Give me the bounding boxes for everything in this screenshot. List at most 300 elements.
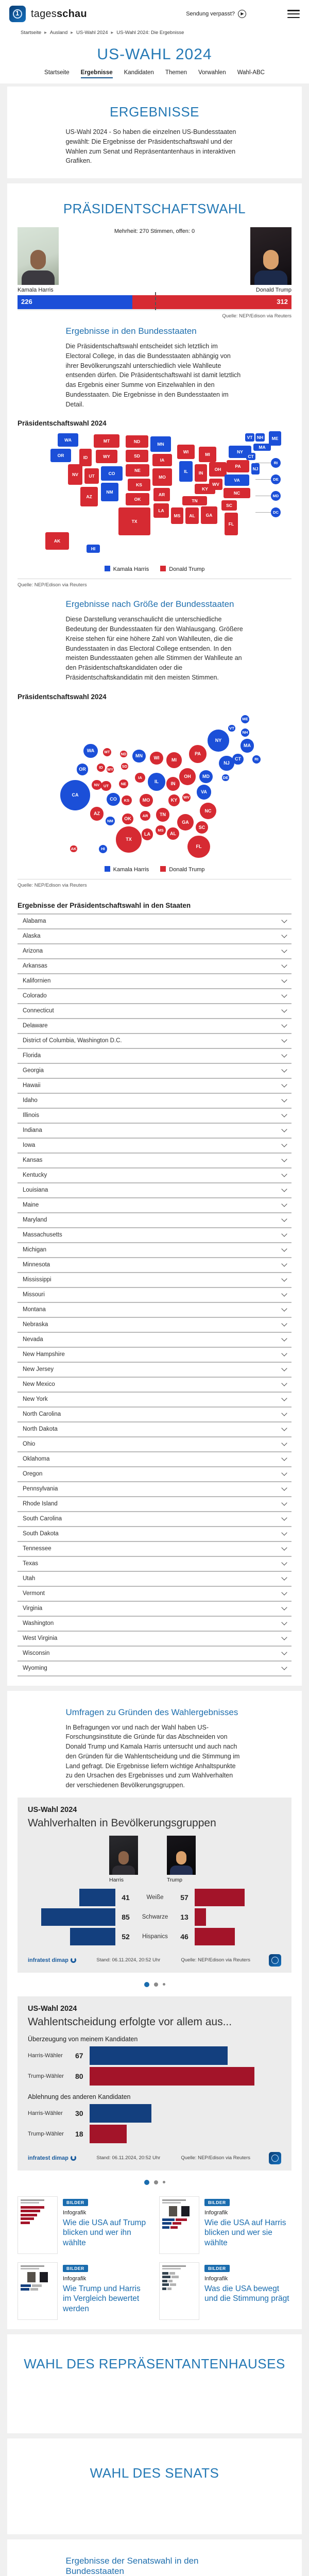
chevron-down-icon xyxy=(281,1395,287,1401)
value-label: 30 xyxy=(75,2109,83,2117)
state-IL[interactable]: IL xyxy=(179,461,193,482)
electoral-college-chart xyxy=(18,227,291,304)
state-OH[interactable]: OH xyxy=(209,462,227,477)
state-KY[interactable]: KY xyxy=(195,484,215,494)
bubble-state-OR[interactable]: OR xyxy=(77,764,89,775)
breadcrumb-item[interactable]: US-Wahl 2024: Die Ergebnisse xyxy=(116,30,184,36)
state-name: New Hampshire xyxy=(23,1351,65,1358)
state-accordion-row[interactable] xyxy=(18,914,291,929)
tab-startseite[interactable]: Startseite xyxy=(44,70,70,76)
state-accordion-row[interactable] xyxy=(18,1452,291,1467)
state-name: Arizona xyxy=(23,948,43,954)
bubble-state-WV[interactable]: WV xyxy=(182,793,191,802)
state-AR[interactable]: AR xyxy=(153,488,170,501)
state-accordion-row[interactable] xyxy=(18,1333,291,1348)
state-accordion-row[interactable] xyxy=(18,1034,291,1049)
majority-marker xyxy=(155,292,156,310)
state-NH[interactable]: NH xyxy=(255,433,265,442)
teaser-kicker: Infografik xyxy=(63,2209,87,2216)
state-MI[interactable]: MI xyxy=(199,447,216,462)
harris-name: Kamala Harris xyxy=(18,287,54,293)
category-label: Schwarze xyxy=(142,1913,168,1920)
bubble-state-AL[interactable]: AL xyxy=(167,827,179,840)
chevron-down-icon xyxy=(281,1619,287,1625)
chevron-down-icon xyxy=(281,1276,287,1281)
breadcrumb-item[interactable]: Startseite xyxy=(21,30,42,36)
chevron-down-icon xyxy=(281,932,287,938)
state-WY[interactable]: WY xyxy=(96,450,117,463)
state-accordion-row[interactable] xyxy=(18,1602,291,1617)
state-accordion-row[interactable] xyxy=(18,1542,291,1557)
bubble-state-ID[interactable]: ID xyxy=(97,764,105,772)
trump-color-swatch xyxy=(160,566,166,571)
category-label: Hispanics xyxy=(142,1933,168,1940)
state-IN[interactable]: IN xyxy=(195,464,207,482)
bubble-state-MT[interactable]: MT xyxy=(103,748,111,756)
state-TX[interactable]: TX xyxy=(118,507,150,535)
state-RI[interactable]: RI xyxy=(271,458,281,468)
bubble-state-NV[interactable]: NV xyxy=(92,780,102,790)
state-accordion-row[interactable] xyxy=(18,1139,291,1154)
teaser-title[interactable]: Wie Trump und Harris im Vergleich bewertet werden xyxy=(63,2284,141,2313)
bubble-state-AK[interactable]: AK xyxy=(70,845,77,853)
carousel-dot[interactable] xyxy=(154,2180,158,2184)
teaser-meta xyxy=(63,2262,150,2320)
trump-name: Donald Trump xyxy=(255,287,291,293)
legend-harris: Kamala Harris xyxy=(105,565,149,572)
state-accordion-row[interactable] xyxy=(18,1198,291,1213)
state-IA[interactable]: IA xyxy=(152,454,172,466)
state-accordion-row[interactable] xyxy=(18,989,291,1004)
chevron-down-icon xyxy=(281,1410,287,1416)
state-accordion-row[interactable] xyxy=(18,1363,291,1378)
carousel-dot[interactable] xyxy=(163,1983,165,1986)
chevron-down-icon xyxy=(281,1380,287,1386)
bilder-badge: BILDER xyxy=(204,2199,230,2206)
infographic-wahlentscheidung xyxy=(18,1996,291,2171)
carousel-dot-active[interactable] xyxy=(144,1982,149,1987)
carousel-dots xyxy=(18,2174,291,2187)
teaser-title[interactable]: Wie die USA auf Trump blicken und wer ihn wählte xyxy=(63,2218,146,2247)
bilder-badge: BILDER xyxy=(63,2199,88,2206)
state-name: Connecticut xyxy=(23,1008,54,1014)
trump-value: 57 xyxy=(180,1893,188,1902)
state-NC[interactable]: NC xyxy=(224,488,250,498)
chevron-down-icon xyxy=(281,1306,287,1311)
state-name: Delaware xyxy=(23,1023,48,1029)
state-name: North Carolina xyxy=(23,1411,61,1417)
state-MT[interactable]: MT xyxy=(94,434,119,448)
state-KS[interactable]: KS xyxy=(128,479,150,491)
state-accordion-row[interactable] xyxy=(18,1273,291,1288)
voter-group-label: Trump-Wähler xyxy=(28,2073,64,2079)
ergebnisse-heading: ERGEBNISSE xyxy=(109,104,200,120)
brand-wordmark[interactable]: tagesschau xyxy=(31,8,87,20)
bubble-state-IA[interactable]: IA xyxy=(135,773,145,783)
bubble-state-WA[interactable]: WA xyxy=(83,744,98,758)
state-DE[interactable]: DE xyxy=(271,474,281,484)
chevron-down-icon xyxy=(281,1440,287,1446)
state-accordion-row[interactable] xyxy=(18,1124,291,1139)
chevron-down-icon xyxy=(281,992,287,997)
state-WA[interactable]: WA xyxy=(58,433,78,447)
callout-line xyxy=(255,512,271,513)
bubble-state-NY[interactable]: NY xyxy=(208,730,229,751)
trump-photo xyxy=(250,227,291,285)
state-accordion-row[interactable] xyxy=(18,1408,291,1422)
harris-thumb xyxy=(109,1836,138,1883)
bubble-state-CA[interactable]: CA xyxy=(60,780,91,810)
state-MO[interactable]: MO xyxy=(152,468,172,486)
bubble-state-KS[interactable]: KS xyxy=(122,795,132,806)
state-name: Nebraska xyxy=(23,1321,48,1328)
teaser-thumbnail xyxy=(18,2262,58,2320)
state-NE[interactable]: NE xyxy=(126,464,149,477)
state-name: Idaho xyxy=(23,1097,38,1104)
breadcrumb-item[interactable]: Ausland xyxy=(49,30,68,36)
carousel-dot[interactable] xyxy=(163,2181,165,2183)
ard-logo xyxy=(269,1954,281,1967)
state-NY[interactable]: NY xyxy=(229,446,251,458)
state-accordion-row[interactable] xyxy=(18,959,291,974)
state-WI[interactable]: WI xyxy=(177,445,195,459)
decision-group-label: Überzeugung von meinem Kandidaten xyxy=(28,2035,138,2043)
section-tabs xyxy=(0,70,309,83)
state-UT[interactable]: UT xyxy=(84,468,99,484)
infographic-kicker: US-Wahl 2024 xyxy=(28,1805,77,1814)
teaser-kicker: Infografik xyxy=(204,2275,228,2282)
state-accordion-row[interactable] xyxy=(18,1049,291,1064)
state-accordion-row[interactable] xyxy=(18,1617,291,1632)
bubble-state-PA[interactable]: PA xyxy=(189,745,207,763)
chevron-down-icon xyxy=(281,1485,287,1490)
state-DC[interactable]: DC xyxy=(271,507,281,517)
teaser-title[interactable]: Was die USA bewegt und die Stimmung prägt xyxy=(204,2284,289,2303)
value-bar xyxy=(90,2067,254,2086)
tab-kandidaten[interactable]: Kandidaten xyxy=(124,70,154,76)
chevron-down-icon xyxy=(281,917,287,923)
state-accordion-row[interactable] xyxy=(18,1572,291,1587)
tagesschau-logo[interactable] xyxy=(9,6,26,22)
state-CO[interactable]: CO xyxy=(101,466,123,481)
state-AL[interactable]: AL xyxy=(185,507,199,524)
state-accordion-row[interactable] xyxy=(18,1079,291,1094)
bubble-state-SC[interactable]: SC xyxy=(196,821,208,834)
state-name: Maryland xyxy=(23,1217,47,1223)
bubble-state-MN[interactable]: MN xyxy=(132,750,145,762)
value-label: 67 xyxy=(75,2051,83,2060)
carousel-dot[interactable] xyxy=(154,1982,158,1987)
state-AZ[interactable]: AZ xyxy=(80,487,98,506)
state-MS[interactable]: MS xyxy=(171,507,183,524)
infratest-dimap-logo: infratest dimap xyxy=(28,2155,76,2161)
bubble-map-legend xyxy=(18,860,291,875)
state-TN[interactable]: TN xyxy=(182,496,207,505)
map-label: Präsidentschaftswahl 2024 xyxy=(18,419,107,428)
bubble-state-MO[interactable]: MO xyxy=(140,794,152,807)
value-bar xyxy=(90,2046,228,2065)
bubble-state-MI[interactable]: MI xyxy=(166,752,182,768)
state-ND[interactable]: ND xyxy=(126,435,148,448)
state-accordion-row[interactable] xyxy=(18,1318,291,1333)
teaser-card[interactable] xyxy=(159,2262,291,2320)
breadcrumb-separator: ▸ xyxy=(111,30,114,36)
category-label: Weiße xyxy=(146,1894,164,1901)
callout-line xyxy=(255,479,271,480)
teaser-meta xyxy=(63,2196,150,2254)
harris-value: 85 xyxy=(122,1912,130,1921)
umfragen-subheading: Umfragen zu Gründen des Wahlergebnisses xyxy=(65,1707,238,1717)
state-name: Texas xyxy=(23,1561,39,1567)
state-accordion-row[interactable] xyxy=(18,1632,291,1647)
state-accordion-row[interactable] xyxy=(18,1288,291,1303)
state-NV[interactable]: NV xyxy=(68,464,82,485)
bubble-state-OH[interactable]: OH xyxy=(179,768,196,785)
state-accordion-row[interactable] xyxy=(18,1587,291,1602)
state-name: Maine xyxy=(23,1202,39,1208)
state-accordion-row[interactable] xyxy=(18,1662,291,1676)
teaser-title[interactable]: Wie die USA auf Harris blicken und wer sie wählte xyxy=(204,2218,286,2247)
state-MA[interactable]: MA xyxy=(253,444,271,451)
tab-wahlabc[interactable]: Wahl-ABC xyxy=(237,70,265,76)
source-note: Quelle: NEP/Edison via Reuters xyxy=(18,310,291,319)
harris-mini-photo xyxy=(169,2206,177,2216)
state-name: New York xyxy=(23,1396,48,1402)
state-HI[interactable]: HI xyxy=(87,545,100,553)
bubble-state-ND[interactable]: ND xyxy=(120,751,127,758)
bubble-map-label: Präsidentschaftswahl 2024 xyxy=(18,692,107,701)
chevron-down-icon xyxy=(281,1365,287,1371)
bubble-state-VT[interactable]: VT xyxy=(228,725,235,732)
bubble-state-NJ[interactable]: NJ xyxy=(219,756,234,771)
state-name: Colorado xyxy=(23,993,47,999)
bubble-state-GA[interactable]: GA xyxy=(177,814,194,831)
senat-card xyxy=(7,2438,302,2534)
chevron-down-icon xyxy=(281,1141,287,1147)
state-accordion-row[interactable] xyxy=(18,1393,291,1408)
bubble-state-FL[interactable]: FL xyxy=(187,836,210,858)
state-accordion-row[interactable] xyxy=(18,1647,291,1662)
teaser-meta xyxy=(204,2196,291,2254)
breadcrumb xyxy=(0,28,309,41)
state-accordion-row[interactable] xyxy=(18,1019,291,1034)
teaser-card[interactable] xyxy=(159,2196,291,2254)
state-accordion-row[interactable] xyxy=(18,1467,291,1482)
state-OK[interactable]: OK xyxy=(126,493,149,505)
tab-themen[interactable]: Themen xyxy=(165,70,187,76)
repraesentantenhaus-card xyxy=(7,2334,302,2433)
state-accordion-row[interactable] xyxy=(18,1527,291,1542)
bubble-state-NM[interactable]: NM xyxy=(106,817,115,826)
carousel-dot-active[interactable] xyxy=(144,2180,149,2185)
state-LA[interactable]: LA xyxy=(153,503,169,518)
state-SD[interactable]: SD xyxy=(126,450,148,462)
majority-label: Mehrheit: 270 Stimmen, offen: 0 xyxy=(114,228,195,234)
state-accordion-row[interactable] xyxy=(18,1437,291,1452)
state-name: South Carolina xyxy=(23,1516,62,1522)
stand-timestamp: Stand: 06.11.2024, 20:52 Uhr xyxy=(96,1957,161,1963)
value-label: 18 xyxy=(75,2129,83,2138)
size-text: Diese Darstellung veranschaulicht die unterschiedliche Bedeutung der Bundesstaaten für den Wahlausgang. Größere Kreise stehen für eine höhere Zahl von Wahlleuten, die die Bundesstaaten in das Electoral College entsenden. In den meisten Bundesstaaten gehen alle Stimmen der Wahlleute an den Präsidentschaftskandidaten oder die Präsidentschaftskandidatin mit den meisten Stimmen. xyxy=(65,616,243,681)
state-name: Nevada xyxy=(23,1336,43,1343)
chevron-down-icon xyxy=(281,1649,287,1655)
state-accordion-row[interactable] xyxy=(18,1557,291,1572)
trump-value: 46 xyxy=(180,1932,188,1941)
state-accordion-row[interactable] xyxy=(18,1303,291,1318)
chevron-down-icon xyxy=(281,1545,287,1550)
state-accordion-row[interactable] xyxy=(18,1243,291,1258)
state-name: Iowa xyxy=(23,1142,36,1148)
state-accordion-row[interactable] xyxy=(18,1497,291,1512)
bubble-state-WI[interactable]: WI xyxy=(150,752,163,765)
state-accordion-row[interactable] xyxy=(18,1168,291,1183)
state-AK[interactable]: AK xyxy=(45,532,69,550)
state-FL[interactable]: FL xyxy=(225,513,238,535)
state-MN[interactable]: MN xyxy=(150,436,171,452)
breadcrumb-separator: ▸ xyxy=(71,30,74,36)
bubble-state-KY[interactable]: KY xyxy=(168,794,180,806)
sendung-verpasst-link[interactable] xyxy=(186,10,246,18)
harris-bar-segment xyxy=(18,295,132,309)
bubble-state-HI[interactable]: HI xyxy=(99,845,107,853)
ard-logo xyxy=(269,2152,281,2164)
state-accordion-row[interactable] xyxy=(18,1482,291,1497)
state-name: Tennessee xyxy=(23,1546,52,1552)
state-name: Alabama xyxy=(23,918,46,924)
state-WV[interactable]: WV xyxy=(209,479,222,490)
bubble-state-CO[interactable]: CO xyxy=(107,793,119,806)
state-accordion-row[interactable] xyxy=(18,944,291,959)
state-ME[interactable]: ME xyxy=(269,431,281,446)
chevron-down-icon xyxy=(281,1560,287,1565)
chevron-down-icon xyxy=(281,1350,287,1356)
state-name: Washington xyxy=(23,1620,54,1626)
value-bar xyxy=(90,2125,127,2143)
state-CT[interactable]: CT xyxy=(246,453,255,460)
state-SC[interactable]: SC xyxy=(221,500,237,511)
bubble-state-TX[interactable]: TX xyxy=(116,826,142,853)
teaser-photos xyxy=(162,2206,196,2216)
size-subheading: Ergebnisse nach Größe der Bundesstaaten xyxy=(65,599,234,609)
harris-color-swatch xyxy=(105,566,110,571)
bubble-state-NC[interactable]: NC xyxy=(200,803,216,819)
source-note: Quelle: NEP/Edison via Reuters xyxy=(181,2155,250,2161)
state-accordion-row[interactable] xyxy=(18,1422,291,1437)
state-accordion-row[interactable] xyxy=(18,1348,291,1363)
teaser-meta xyxy=(204,2262,291,2320)
bubble-state-IL[interactable]: IL xyxy=(148,773,166,791)
state-name: Florida xyxy=(23,1053,41,1059)
state-name: Oregon xyxy=(23,1471,43,1477)
state-accordion-row[interactable] xyxy=(18,1213,291,1228)
state-accordion-row[interactable] xyxy=(18,1378,291,1393)
state-name: Kentucky xyxy=(23,1172,47,1178)
state-name: Ohio xyxy=(23,1441,36,1447)
state-accordion-row[interactable] xyxy=(18,1109,291,1124)
bubble-state-NH[interactable]: NH xyxy=(241,728,249,737)
chevron-down-icon xyxy=(281,1066,287,1072)
state-accordion-row[interactable] xyxy=(18,1064,291,1079)
bubble-state-ME[interactable]: ME xyxy=(241,715,249,723)
chevron-down-icon xyxy=(281,1335,287,1341)
trump-color-swatch xyxy=(160,866,166,872)
teaser-card[interactable] xyxy=(18,2262,150,2320)
teaser-photos xyxy=(21,2272,55,2282)
harris-electoral-votes: 226 xyxy=(21,298,32,306)
state-accordion-row[interactable] xyxy=(18,1258,291,1273)
state-accordion-row[interactable] xyxy=(18,929,291,944)
breadcrumb-item[interactable]: US-Wahl 2024 xyxy=(76,30,108,36)
source-note: Quelle: NEP/Edison via Reuters xyxy=(18,579,291,588)
infographic-kicker: US-Wahl 2024 xyxy=(28,2004,77,2013)
tab-ergebnisse[interactable]: Ergebnisse xyxy=(81,70,113,78)
source-note: Quelle: NEP/Edison via Reuters xyxy=(18,879,291,888)
bubble-state-WY[interactable]: WY xyxy=(107,766,114,773)
tab-vorwahlen[interactable]: Vorwahlen xyxy=(198,70,226,76)
state-accordion-row[interactable] xyxy=(18,1512,291,1527)
bubble-state-MD[interactable]: MD xyxy=(199,770,212,783)
state-name: Indiana xyxy=(23,1127,42,1133)
value-bar xyxy=(90,2104,151,2123)
bubble-state-LA[interactable]: LA xyxy=(142,828,153,840)
chevron-down-icon xyxy=(281,1455,287,1461)
bubble-state-RI[interactable]: RI xyxy=(252,755,261,764)
state-name: West Virginia xyxy=(23,1635,58,1641)
states-subheading: Ergebnisse in den Bundesstaaten xyxy=(65,326,197,336)
state-name: District of Columbia, Washington D.C. xyxy=(23,1038,122,1044)
bubble-state-IN[interactable]: IN xyxy=(166,777,180,791)
bubble-state-AR[interactable]: AR xyxy=(140,811,150,821)
bubble-state-SD[interactable]: SD xyxy=(121,763,128,770)
state-name: New Jersey xyxy=(23,1366,54,1372)
state-accordion-row[interactable] xyxy=(18,974,291,989)
bubble-state-CT[interactable]: CT xyxy=(232,754,243,765)
state-accordion-row[interactable] xyxy=(18,1154,291,1168)
chevron-down-icon xyxy=(281,1425,287,1431)
bubble-state-OK[interactable]: OK xyxy=(122,814,133,824)
state-OR[interactable]: OR xyxy=(50,449,71,462)
state-VT[interactable]: VT xyxy=(245,433,254,442)
state-accordion-row[interactable] xyxy=(18,1228,291,1243)
bubble-state-VA[interactable]: VA xyxy=(197,785,212,800)
state-VA[interactable]: VA xyxy=(225,474,249,486)
state-name: Louisiana xyxy=(23,1187,48,1193)
states-text: Die Präsidentschaftswahl entscheidet sich letztlich im Electoral College, in das die Bundesstaaten abhängig von ihrer Bevölkerungszahl unterschiedlich viele Wahlleute entsenden dürfen. Die Präsidentschaftswahl ist damit letztlich das Ergebnis einer Summe von Einzelwahlen in den Bundesstaaten. Die Ergebnisse in den Bundesstaaten im Detail. xyxy=(65,343,241,408)
senatswahl-card xyxy=(7,2539,302,2576)
bubble-state-MS[interactable]: MS xyxy=(156,825,166,836)
state-NM[interactable]: NM xyxy=(101,483,118,501)
chevron-down-icon xyxy=(281,977,287,982)
teaser-card[interactable] xyxy=(18,2196,150,2254)
chevron-down-icon xyxy=(281,962,287,968)
hamburger-menu-icon[interactable] xyxy=(287,10,300,18)
bubble-state-DE[interactable]: DE xyxy=(222,774,229,782)
state-ID[interactable]: ID xyxy=(79,449,92,466)
state-NJ[interactable]: NJ xyxy=(251,463,260,474)
trump-bar xyxy=(195,1908,206,1926)
state-GA[interactable]: GA xyxy=(201,506,217,524)
state-PA[interactable]: PA xyxy=(227,460,249,472)
state-accordion-row[interactable] xyxy=(18,1004,291,1019)
state-accordion-row[interactable] xyxy=(18,1183,291,1198)
bubble-state-MA[interactable]: MA xyxy=(241,739,254,753)
state-accordion-row[interactable] xyxy=(18,1094,291,1109)
bubble-state-NE[interactable]: NE xyxy=(119,779,128,789)
bubble-state-UT[interactable]: UT xyxy=(101,781,111,791)
state-MD[interactable]: MD xyxy=(271,491,281,501)
bubble-state-AZ[interactable]: AZ xyxy=(90,807,104,821)
bubble-state-TN[interactable]: TN xyxy=(156,808,170,822)
